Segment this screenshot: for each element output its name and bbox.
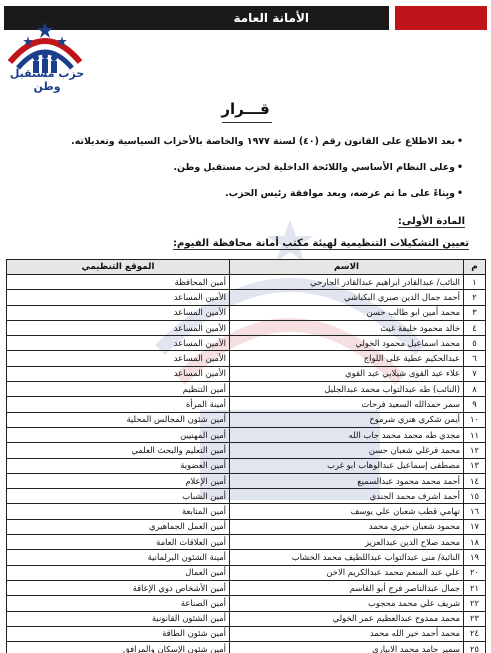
- cell-role: أمين الأشخاص ذوي الإعاقة: [7, 580, 230, 595]
- cell-role: أمين التنظيم: [7, 382, 230, 397]
- cell-name: علي عبد المنعم محمد عبدالكريم الاخن: [230, 565, 464, 580]
- cell-num: ١٣: [464, 458, 486, 473]
- cell-role: أمين الشباب: [7, 489, 230, 504]
- table-row: [7, 351, 486, 366]
- cell-role: أمين المتابعة: [7, 504, 230, 519]
- cell-role: الأمين المساعد: [7, 305, 230, 320]
- cell-role: أمين المحافظة: [7, 275, 230, 290]
- table-row: [7, 642, 486, 653]
- cell-role: أمين التعليم والبحث العلمي: [7, 443, 230, 458]
- table-row: [7, 504, 486, 519]
- header-name: الاسم: [230, 260, 464, 275]
- table-row: [7, 305, 486, 320]
- table-header-row: [7, 260, 486, 275]
- cell-role: أمين الصناعة: [7, 596, 230, 611]
- cell-name: خالد محمود خليفة غيث: [230, 320, 464, 335]
- cell-num: ٢٣: [464, 611, 486, 626]
- cell-role: الأمين المساعد: [7, 290, 230, 305]
- cell-name: محمد أحمد خير الله محمد: [230, 626, 464, 641]
- table-row: [7, 535, 486, 550]
- cell-num: ٢١: [464, 580, 486, 595]
- party-logo-text: حزب مستقبل وطن: [9, 67, 85, 93]
- cell-name: (النائب) طه عبدالتواب محمد عبدالجليل: [230, 382, 464, 397]
- cell-name: محمد فرغلي شعبان حسن: [230, 443, 464, 458]
- cell-name: محمود شعبان خيري محمد: [230, 519, 464, 534]
- cell-name: سمر حمدالله السعيد فرحات: [230, 397, 464, 412]
- table-row: [7, 611, 486, 626]
- table-row: [7, 290, 486, 305]
- cell-role: أمين العضوية: [7, 458, 230, 473]
- cell-name: سمير حامد محمد الابياري: [230, 642, 464, 653]
- cell-num: ٢: [464, 290, 486, 305]
- cell-role: الأمين المساعد: [7, 366, 230, 381]
- cell-num: ٧: [464, 366, 486, 381]
- cell-role: الأمين المساعد: [7, 351, 230, 366]
- cell-num: ١٢: [464, 443, 486, 458]
- decision-title: قـــرار: [221, 100, 270, 118]
- cell-name: شريف علي محمد محجوب: [230, 596, 464, 611]
- cell-role: أمين شئون الإسكان والمرافق: [7, 642, 230, 653]
- cell-name: مجدي طه محمد محمد جاب الله: [230, 427, 464, 442]
- table-row: [7, 626, 486, 641]
- table-row: [7, 565, 486, 580]
- cell-name: أحمد محمد محمود عبدالسميع: [230, 473, 464, 488]
- header-num: م: [464, 260, 486, 275]
- cell-name: محمد ممدوح عبدالعظيم عمر الخولي: [230, 611, 464, 626]
- table-row: [7, 519, 486, 534]
- cell-num: ١٨: [464, 535, 486, 550]
- cell-role: أمين شئون المجالس المحلية: [7, 412, 230, 427]
- cell-num: ٥: [464, 336, 486, 351]
- clause-1: •بعد الاطلاع على القانون رقم (٤٠) لسنة ١٩٧٧ والخاصة بالأحزاب السياسية وتعديلاته.: [71, 136, 463, 147]
- cell-num: ١١: [464, 427, 486, 442]
- table-row: [7, 412, 486, 427]
- cell-num: ١٠: [464, 412, 486, 427]
- cell-role: أمين العمل الجماهيري: [7, 519, 230, 534]
- cell-num: ٤: [464, 320, 486, 335]
- cell-name: مصطفى إسماعيل عبدالوهاب ابو غرب: [230, 458, 464, 473]
- cell-name: جمال عبدالناصر فرج أبو القاسم: [230, 580, 464, 595]
- cell-role: أمين العلاقات العامة: [7, 535, 230, 550]
- cell-role: أمين المهنيين: [7, 427, 230, 442]
- table-row: [7, 336, 486, 351]
- cell-name: علاء عبد القوى شيلابي عبد القوي: [230, 366, 464, 381]
- cell-num: ٨: [464, 382, 486, 397]
- clause-2: •وعلى النظام الأساسي واللائحة الداخلية لحزب مستقبل وطن.: [173, 162, 463, 173]
- table-row: [7, 489, 486, 504]
- table-row: [7, 550, 486, 565]
- cell-role: أمين العمال: [7, 565, 230, 580]
- clause-3: •وبِناءً على ما تم عرضه، وبعد موافقة رئيس الحزب.: [225, 188, 463, 199]
- cell-role: الأمين المساعد: [7, 320, 230, 335]
- cell-name: تهامي قطب شعبان علي يوسف: [230, 504, 464, 519]
- table-row: [7, 580, 486, 595]
- cell-num: ٢٤: [464, 626, 486, 641]
- table-subheading: تعيين التشكيلات التنظيمية لهيئة مكتب أمانة محافظة الفيوم:: [173, 238, 469, 249]
- cell-num: ٢٠: [464, 565, 486, 580]
- header-section-title: الأمانة العامة: [4, 6, 389, 30]
- cell-num: ١٤: [464, 473, 486, 488]
- cell-role: أمين الشئون القانونية: [7, 611, 230, 626]
- cell-num: ١٧: [464, 519, 486, 534]
- cell-name: النائبة/ منى عبدالتواب عبداللطيف محمد الخشاب: [230, 550, 464, 565]
- table-row: [7, 443, 486, 458]
- table-row: [7, 473, 486, 488]
- table-row: [7, 320, 486, 335]
- cell-num: ٩: [464, 397, 486, 412]
- cell-name: النائب/ عبدالقادر ابراهيم عبدالقادر الجارحي: [230, 275, 464, 290]
- cell-role: أمينة المرأة: [7, 397, 230, 412]
- table-row: [7, 427, 486, 442]
- cell-name: عبدالحكيم عطية على اللواج: [230, 351, 464, 366]
- cell-name: محمد صلاح الدين عبدالعزيز: [230, 535, 464, 550]
- cell-name: محمد أمين ابو طالب حسن: [230, 305, 464, 320]
- cell-num: ٢٢: [464, 596, 486, 611]
- cell-num: ١٥: [464, 489, 486, 504]
- table-row: [7, 275, 486, 290]
- cell-role: أمينة الشئون البرلمانية: [7, 550, 230, 565]
- table-row: [7, 458, 486, 473]
- table-row: [7, 366, 486, 381]
- cell-role: أمين الإعلام: [7, 473, 230, 488]
- article-label: المادة الأولى:: [397, 216, 465, 227]
- cell-num: ١٩: [464, 550, 486, 565]
- table-row: [7, 596, 486, 611]
- cell-num: ١: [464, 275, 486, 290]
- header-red-strip: [395, 6, 487, 30]
- table-row: [7, 382, 486, 397]
- roster-table: [6, 259, 486, 653]
- table-row: [7, 397, 486, 412]
- cell-num: ١٦: [464, 504, 486, 519]
- header-role: الموقع التنظيمي: [7, 260, 230, 275]
- cell-num: ٦: [464, 351, 486, 366]
- cell-num: ٣: [464, 305, 486, 320]
- cell-name: أحمد جمال الدين صبري البكباشي: [230, 290, 464, 305]
- cell-role: الأمين المساعد: [7, 336, 230, 351]
- cell-name: أيمن شكري هنري شرموخ: [230, 412, 464, 427]
- cell-num: ٢٥: [464, 642, 486, 653]
- cell-name: أحمد اشرف محمد الجندي: [230, 489, 464, 504]
- cell-role: أمين شئون الطاقة: [7, 626, 230, 641]
- cell-name: محمد اسماعيل محمود الخولي: [230, 336, 464, 351]
